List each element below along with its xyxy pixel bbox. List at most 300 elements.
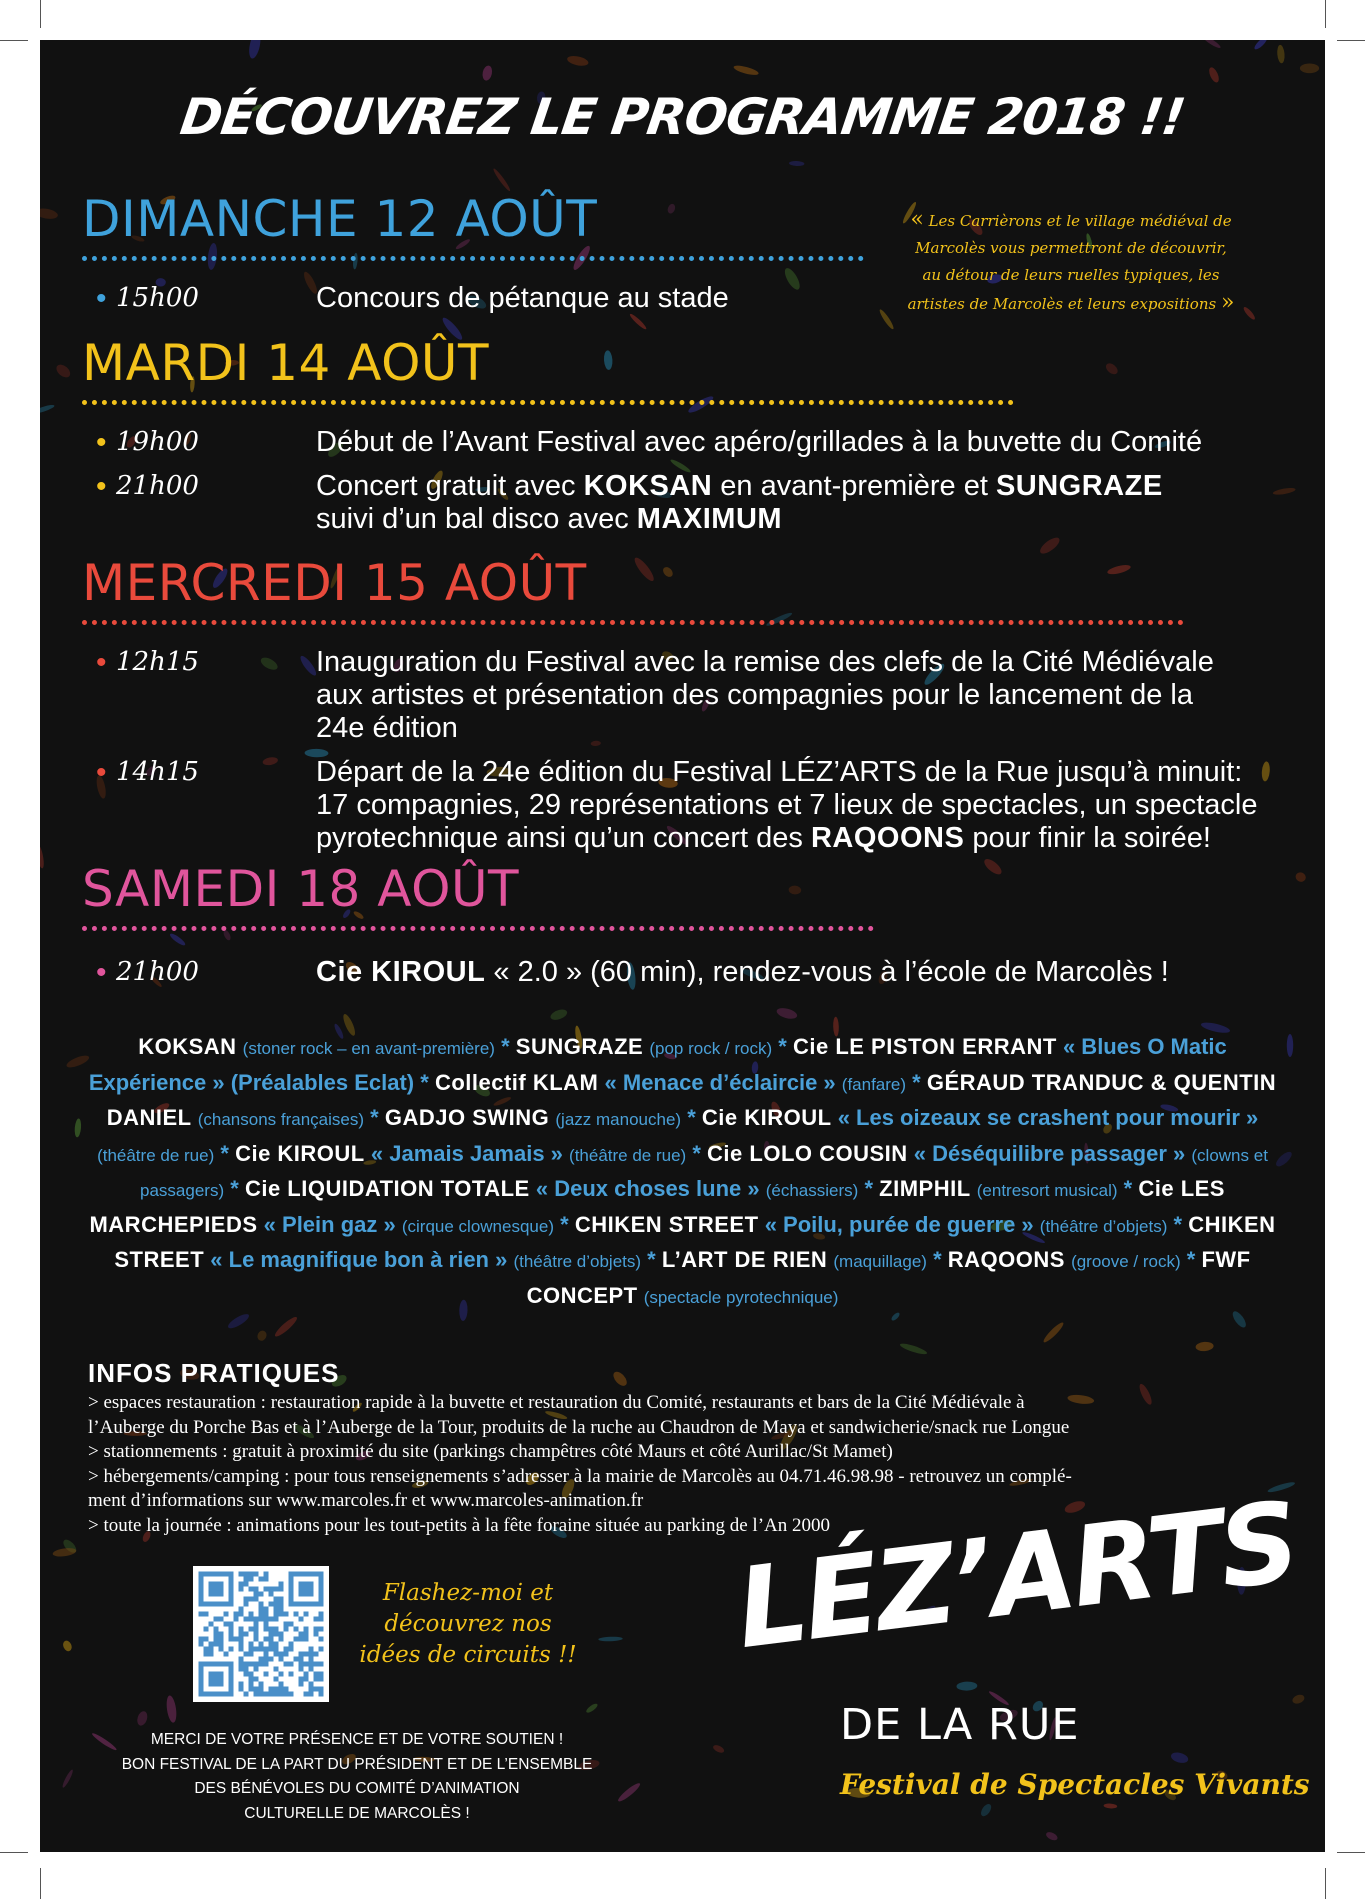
qr-module [229, 1597, 234, 1602]
infos-line: > espaces restauration : restauration rapide à la buvette et restauration du Comité, restaurants et bars de la Cité Médiévale à [88, 1392, 1025, 1413]
lineup-separator: * [687, 1105, 696, 1130]
qr-module [199, 1682, 204, 1687]
lineup-name: Cie KIROUL [235, 1140, 365, 1166]
qr-module [269, 1587, 274, 1592]
qr-module [219, 1672, 224, 1677]
confetti-piece [1277, 45, 1286, 64]
qr-module [219, 1647, 224, 1652]
qr-module [299, 1637, 304, 1642]
qr-module [264, 1657, 269, 1662]
qr-module [259, 1662, 264, 1667]
qr-module [299, 1592, 304, 1597]
confetti-piece [54, 362, 73, 380]
day-heading-samedi: SAMEDI 18 AOÛT [82, 860, 520, 918]
qr-module [314, 1652, 319, 1657]
qr-module [314, 1572, 319, 1577]
lineup-genre: (fanfare) [841, 1074, 907, 1094]
qr-module [304, 1592, 309, 1597]
qr-module [274, 1642, 279, 1647]
confetti-piece [62, 1639, 74, 1652]
lineup-genre: (chansons françaises) [197, 1110, 365, 1129]
qr-module [299, 1602, 304, 1607]
qr-module [239, 1667, 244, 1672]
qr-module [269, 1642, 274, 1647]
confetti-piece [1294, 871, 1307, 884]
qr-module [199, 1637, 204, 1642]
qr-module [319, 1637, 324, 1642]
bullet: • [96, 646, 107, 679]
qr-module [279, 1632, 284, 1637]
confetti-piece [956, 1681, 977, 1691]
qr-module [319, 1692, 324, 1697]
qr-module [204, 1692, 209, 1697]
qr-module [274, 1667, 279, 1672]
event-time: 21h00 [116, 471, 199, 501]
lineup-name: GADJO SWING [384, 1105, 550, 1130]
qr-module [214, 1617, 219, 1622]
qr-module [254, 1572, 259, 1577]
confetti-piece [979, 1802, 993, 1818]
qr-module [219, 1587, 224, 1592]
lineup-name: L’ART DE RIEN [661, 1247, 828, 1272]
qr-module [304, 1612, 309, 1617]
confetti-piece [733, 64, 760, 77]
lineup-genre: (spectacle pyrotechnique) [643, 1287, 839, 1307]
qr-module [249, 1677, 254, 1682]
lineup-name: Cie KIROUL [701, 1105, 832, 1130]
qr-module [224, 1602, 229, 1607]
qr-module [289, 1642, 294, 1647]
crop-mark [0, 1852, 28, 1853]
qr-module [239, 1627, 244, 1632]
qr-module [294, 1637, 299, 1642]
confetti-piece [165, 1695, 178, 1723]
qr-module [279, 1657, 284, 1662]
qr-module [199, 1677, 204, 1682]
divider-dimanche [82, 256, 864, 261]
lineup-separator: * [912, 1069, 921, 1095]
qr-module [254, 1622, 259, 1627]
festival-tagline: Festival de Spectacles Vivants [840, 1768, 1310, 1801]
confetti-piece [782, 266, 803, 292]
qr-module [269, 1637, 274, 1642]
qr-module [269, 1692, 274, 1697]
qr-module [299, 1587, 304, 1592]
qr-module [249, 1612, 254, 1617]
qr-module [204, 1612, 209, 1617]
qr-module [309, 1692, 314, 1697]
qr-module [199, 1577, 204, 1582]
qr-module [199, 1602, 204, 1607]
qr-module [264, 1692, 269, 1697]
confetti-piece [616, 1781, 642, 1803]
lineup-separator: * [230, 1176, 239, 1201]
confetti-piece [1272, 487, 1296, 496]
qr-module [319, 1582, 324, 1587]
qr-module [264, 1617, 269, 1622]
qr-module [294, 1627, 299, 1632]
qr-module [224, 1612, 229, 1617]
qr-module [249, 1662, 254, 1667]
qr-module [214, 1602, 219, 1607]
confetti-piece [481, 65, 493, 82]
qr-module [209, 1677, 214, 1682]
lineup-name: KOKSAN [138, 1034, 237, 1059]
crop-mark [40, 1868, 41, 1899]
lineup-genre: (jazz manouche) [555, 1110, 682, 1129]
day-heading-dimanche: DIMANCHE 12 AOÛT [82, 190, 598, 248]
event-text: Cie KIROUL « 2.0 » (60 min), rendez-vous à l’école de Marcolès ! [316, 956, 1169, 988]
qr-module [244, 1582, 249, 1587]
qr-module [304, 1637, 309, 1642]
qr-module [304, 1632, 309, 1637]
lineup-genre: (stoner rock – en avant-première) [242, 1039, 495, 1058]
artist-name: Cie KIROUL [316, 956, 486, 988]
lineup-separator: * [1123, 1176, 1133, 1201]
bullet: • [96, 956, 107, 989]
bullet: • [96, 756, 107, 789]
qr-module [314, 1632, 319, 1637]
qr-module [249, 1687, 254, 1692]
event-text: Début de l’Avant Festival avec apéro/grillades à la buvette du Comité [316, 426, 1203, 458]
qr-module [244, 1692, 249, 1697]
lineup-separator: * [420, 1069, 429, 1095]
qr-module [209, 1647, 214, 1652]
qr-module [289, 1662, 294, 1667]
qr-module [244, 1667, 249, 1672]
divider-samedi [82, 926, 874, 931]
qr-module [234, 1612, 239, 1617]
lineup-name: Cie LES MARCHEPIEDS [89, 1176, 1225, 1237]
lineup-show-title: « Les oizeaux se crashent pour mourir » [837, 1105, 1259, 1130]
crop-mark [1325, 1868, 1326, 1899]
qr-module [234, 1637, 239, 1642]
confetti-piece [136, 1710, 150, 1727]
lineup-separator: * [370, 1105, 379, 1130]
confetti-piece [40, 207, 59, 221]
event-time: 21h00 [116, 957, 199, 987]
qr-module [219, 1662, 224, 1667]
infos-line: ment d’informations sur www.marcoles.fr et www.marcoles-animation.fr [88, 1490, 644, 1511]
qr-module [279, 1687, 284, 1692]
qr-module [309, 1582, 314, 1587]
qr-module [284, 1612, 289, 1617]
qr-module [264, 1577, 269, 1582]
lineup-separator: * [864, 1176, 874, 1201]
qr-module [239, 1657, 244, 1662]
lineup-name: CHIKEN STREET [574, 1211, 759, 1237]
qr-module [264, 1662, 269, 1667]
lineup-name: SUNGRAZE [515, 1034, 644, 1059]
qr-module [209, 1682, 214, 1687]
qr-module [269, 1647, 274, 1652]
lineup-genre: (clowns et passagers) [140, 1145, 1268, 1200]
qr-module [209, 1592, 214, 1597]
qr-module [254, 1647, 259, 1652]
qr-module [289, 1587, 294, 1592]
divider-mercredi [82, 620, 1184, 625]
qr-module [229, 1682, 234, 1687]
qr-module [274, 1647, 279, 1652]
qr-module [254, 1667, 259, 1672]
lineup-show-title: « Blues O Matic Expérience » (Préalables Eclat) [88, 1034, 1227, 1095]
qr-module [254, 1662, 259, 1667]
qr-module [244, 1652, 249, 1657]
lineup-separator: * [778, 1034, 787, 1059]
qr-module [309, 1662, 314, 1667]
confetti-piece [40, 403, 55, 414]
qr-module [244, 1632, 249, 1637]
lineup-name: Cie LOLO COUSIN [707, 1140, 908, 1166]
qr-module [279, 1682, 284, 1687]
lineup-genre: (entresort musical) [976, 1181, 1118, 1200]
qr-module [279, 1597, 284, 1602]
qr-module [259, 1612, 264, 1617]
infos-line: l’Auberge du Porche Bas et à l’Auberge de la Tour, produits de la ruche au Chaudron de Maya et sandwicherie/snack rue Longue [88, 1416, 1070, 1438]
lineup-separator: * [560, 1211, 569, 1237]
qr-module [264, 1652, 269, 1657]
qr-module [299, 1617, 304, 1622]
confetti-piece [789, 161, 805, 167]
day-heading-mardi: MARDI 14 AOÛT [82, 334, 490, 392]
artist-name: RAQOONS [810, 822, 965, 854]
qr-module [229, 1632, 234, 1637]
confetti-piece [1170, 1751, 1189, 1765]
qr-module [299, 1667, 304, 1672]
qr-module [229, 1662, 234, 1667]
artist-name: KOKSAN [583, 470, 713, 502]
confetti-piece [1195, 1341, 1214, 1351]
crop-mark [1325, 0, 1326, 28]
qr-module [274, 1692, 279, 1697]
qr-module [214, 1572, 219, 1577]
qr-module [269, 1627, 274, 1632]
qr-module [284, 1627, 289, 1632]
lineup-name: Cie LIQUIDATION TOTALE [244, 1176, 530, 1201]
confetti-piece [899, 1342, 928, 1356]
qr-module [204, 1662, 209, 1667]
qr-module [279, 1652, 284, 1657]
qr-module [299, 1582, 304, 1587]
lineup-separator: * [501, 1034, 510, 1059]
confetti-piece [61, 1769, 74, 1789]
qr-module [284, 1652, 289, 1657]
confetti-piece [1261, 761, 1271, 782]
qr-module [219, 1632, 224, 1637]
qr-module [264, 1637, 269, 1642]
qr-module [289, 1592, 294, 1597]
qr-module [244, 1617, 249, 1622]
qr-module [309, 1572, 314, 1577]
confetti-piece [1291, 1693, 1306, 1705]
confetti-piece [1207, 66, 1221, 84]
qr-module [264, 1587, 269, 1592]
qr-module [224, 1622, 229, 1627]
qr-module [229, 1622, 234, 1627]
qr-module [214, 1592, 219, 1597]
qr-module [299, 1572, 304, 1577]
qr-module [229, 1637, 234, 1642]
confetti-piece [878, 308, 895, 330]
bullet: • [96, 426, 107, 459]
qr-module [249, 1682, 254, 1687]
qr-module [199, 1692, 204, 1697]
qr-module [224, 1662, 229, 1667]
qr-module [309, 1592, 314, 1597]
poster [40, 40, 1325, 1852]
qr-module [309, 1657, 314, 1662]
qr-code[interactable] [193, 1566, 329, 1702]
qr-module [214, 1582, 219, 1587]
qr-module [264, 1672, 269, 1677]
lineup-name: ZIMPHIL [879, 1176, 971, 1201]
qr-module [279, 1582, 284, 1587]
qr-module [309, 1682, 314, 1687]
qr-module [289, 1582, 294, 1587]
qr-module [209, 1692, 214, 1697]
qr-module [274, 1587, 279, 1592]
qr-module [279, 1692, 284, 1697]
qr-module [314, 1672, 319, 1677]
lineup-genre: (théâtre d’objets) [1039, 1216, 1168, 1236]
qr-module [264, 1572, 269, 1577]
qr-module [229, 1582, 234, 1587]
confetti-piece [982, 856, 1004, 877]
qr-module [224, 1652, 229, 1657]
confetti-piece [259, 655, 280, 672]
qr-module [244, 1672, 249, 1677]
qr-module [309, 1667, 314, 1672]
qr-module [219, 1602, 224, 1607]
qr-module [304, 1602, 309, 1607]
qr-module [259, 1647, 264, 1652]
qr-module [229, 1587, 234, 1592]
qr-module [309, 1587, 314, 1592]
confetti-piece [247, 40, 262, 60]
qr-module [309, 1647, 314, 1652]
confetti-piece [169, 932, 187, 947]
qr-module [319, 1687, 324, 1692]
qr-module [284, 1687, 289, 1692]
qr-module [314, 1602, 319, 1607]
quote-block [906, 206, 1236, 318]
qr-code-image [193, 1566, 329, 1702]
qr-module [209, 1582, 214, 1587]
day-heading-mercredi: MERCREDI 15 AOÛT [82, 554, 587, 612]
qr-module [239, 1637, 244, 1642]
qr-module [264, 1647, 269, 1652]
qr-module [219, 1642, 224, 1647]
thanks-message: MERCI DE VOTRE PRÉSENCE ET DE VOTRE SOUTIEN ! BON FESTIVAL DE LA PART DU PRÉSIDENT ET DE L’ENSEMBLE DES BÉNÉVOLES DU COMITÉ D’ANIMATION CULTURELLE DE MARCOLÈS ! [121, 1731, 593, 1822]
qr-module [269, 1602, 274, 1607]
qr-module [244, 1602, 249, 1607]
qr-module [309, 1602, 314, 1607]
event-time: 12h15 [116, 647, 199, 677]
lineup-show-title: « Deux choses lune » [535, 1176, 760, 1201]
qr-module [199, 1582, 204, 1587]
event-text: Concours de pétanque au stade [316, 282, 729, 314]
qr-module [244, 1662, 249, 1667]
qr-module [229, 1667, 234, 1672]
qr-module [199, 1612, 204, 1617]
qr-module [294, 1657, 299, 1662]
qr-module [214, 1677, 219, 1682]
qr-module [319, 1592, 324, 1597]
confetti-piece [628, 312, 647, 330]
qr-module [274, 1687, 279, 1692]
qr-module [314, 1677, 319, 1682]
qr-module [289, 1602, 294, 1607]
qr-module [319, 1572, 324, 1577]
qr-module [249, 1577, 254, 1582]
lineup-show-title: « Jamais Jamais » [370, 1140, 563, 1166]
qr-module [319, 1577, 324, 1582]
qr-module [274, 1677, 279, 1682]
qr-module [269, 1617, 274, 1622]
qr-module [259, 1692, 264, 1697]
event-text: Concert gratuit avec KOKSAN en avant-première et SUNGRAZE suivi d’un bal disco avec MAXIMUM [316, 470, 1163, 535]
qr-module [259, 1607, 264, 1612]
qr-module [294, 1572, 299, 1577]
infos-line: > stationnements : gratuit à proximité du site (parkings champêtres côté Maurs et côté Aurillac/St Mamet) [88, 1441, 893, 1462]
qr-module [299, 1682, 304, 1687]
qr-module [214, 1682, 219, 1687]
qr-module [249, 1597, 254, 1602]
qr-module [299, 1632, 304, 1637]
qr-module [259, 1642, 264, 1647]
qr-module [299, 1652, 304, 1657]
confetti-piece [1253, 40, 1269, 51]
qr-module [219, 1682, 224, 1687]
lineup-show-title: « Menace d’éclaircie » [604, 1069, 836, 1095]
confetti-piece [549, 1007, 568, 1021]
qr-module [229, 1572, 234, 1577]
qr-module [319, 1612, 324, 1617]
qr-module [249, 1647, 254, 1652]
qr-module [204, 1602, 209, 1607]
lineup-show-title: « Plein gaz » [263, 1211, 396, 1237]
crop-mark [40, 0, 41, 28]
confetti-piece [632, 555, 657, 583]
qr-module [229, 1687, 234, 1692]
quote-open: « [910, 207, 924, 232]
qr-module [279, 1612, 284, 1617]
lineup-genre: (échassiers) [765, 1181, 859, 1200]
qr-module [219, 1592, 224, 1597]
qr-module [244, 1572, 249, 1577]
qr-module [294, 1602, 299, 1607]
lineup-show-title: « Le magnifique bon à rien » [210, 1247, 508, 1272]
qr-module [239, 1662, 244, 1667]
qr-module [279, 1637, 284, 1642]
qr-module [289, 1647, 294, 1652]
qr-module [284, 1662, 289, 1667]
qr-module [259, 1602, 264, 1607]
qr-module [259, 1687, 264, 1692]
qr-module [254, 1637, 259, 1642]
qr-module [304, 1662, 309, 1667]
qr-module [199, 1592, 204, 1597]
quote-text: Les Carrièrons et le village médiéval de Marcolès vous permettront de découvrir, au détour de leurs ruelles typiques, les artistes de Marcolès et leurs expositions [907, 212, 1232, 313]
qr-module [319, 1587, 324, 1592]
qr-module [219, 1617, 224, 1622]
lineup-show-title: « Déséquilibre passager » [913, 1140, 1186, 1166]
crop-mark [1337, 1852, 1365, 1853]
qr-module [199, 1597, 204, 1602]
confetti-piece [1300, 64, 1319, 74]
confetti-piece [776, 1006, 799, 1021]
qr-module [214, 1642, 219, 1647]
